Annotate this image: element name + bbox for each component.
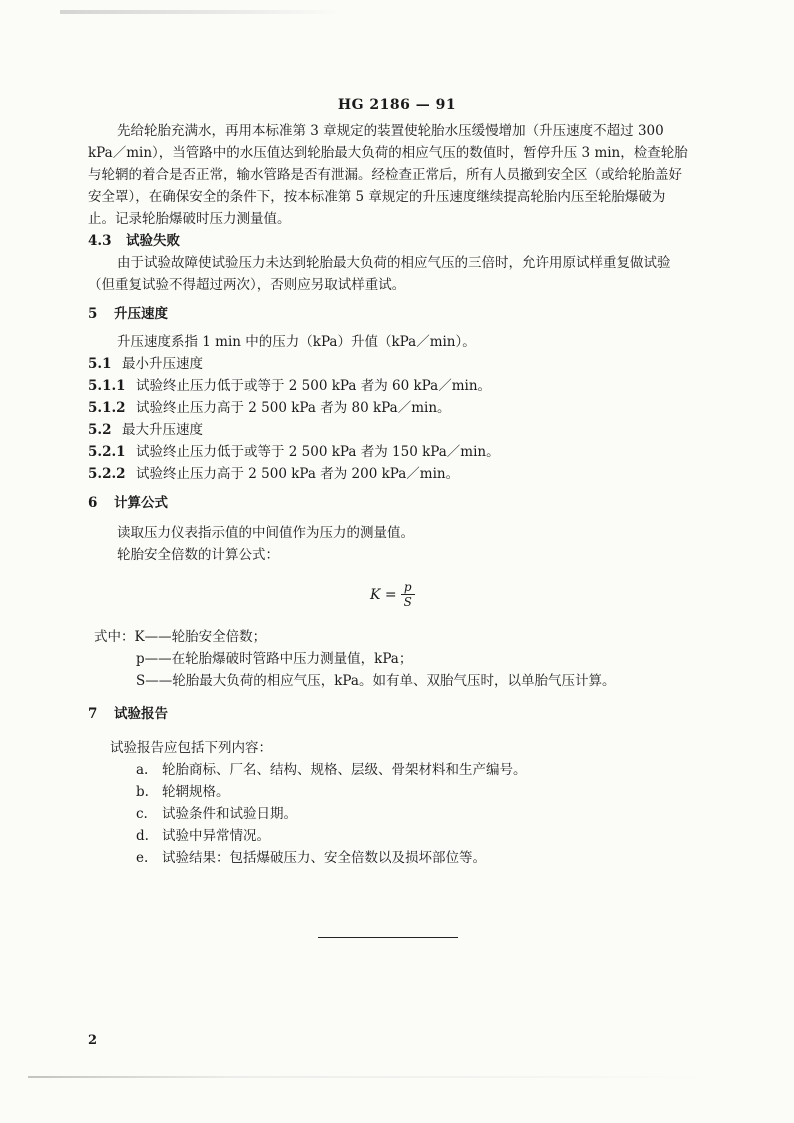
section-5-1-number: 5.1 xyxy=(88,356,112,372)
formula-fraction xyxy=(401,580,415,609)
formula-where-k: 式中：K——轮胎安全倍数； xyxy=(94,629,267,645)
section-5-1-2-text: 试验终止压力高于 2 500 kPa 者为 80 kPa／min。 xyxy=(136,400,451,416)
report-item-d-label: d. xyxy=(136,828,149,844)
report-item-d xyxy=(136,825,270,847)
section-5-1-title: 最小升压速度 xyxy=(122,356,203,372)
report-item-a-label: a. xyxy=(136,762,149,778)
report-item-e xyxy=(136,847,486,869)
para1-line5: 止。记录轮胎爆破时压力测量值。 xyxy=(88,211,291,227)
report-item-a xyxy=(136,759,527,781)
section-4-3-title: 试验失败 xyxy=(126,233,180,249)
report-item-b-label: b. xyxy=(136,784,149,800)
para1-line1: 先给轮胎充满水，再用本标准第 3 章规定的装置使轮胎水压缓慢增加（升压速度不超过 300 xyxy=(117,123,664,139)
section-5-2-2 xyxy=(88,463,459,485)
para1-line2: kPa／min），当管路中的水压值达到轮胎最大负荷的相应气压的数值时，暂停升压 3 min，检查轮胎 xyxy=(88,145,688,161)
section-5-number: 5 xyxy=(88,306,98,322)
section-4-3-number: 4.3 xyxy=(88,233,112,249)
section-5-1-2-number: 5.1.2 xyxy=(88,400,126,416)
formula-denominator: S xyxy=(403,595,412,609)
report-item-a-text: 轮胎商标、厂名、结构、规格、层级、骨架材料和生产编号。 xyxy=(162,762,527,778)
section-6-line2: 轮胎安全倍数的计算公式： xyxy=(117,547,279,563)
section-6-number: 6 xyxy=(88,495,98,511)
formula-where-p: p——在轮胎爆破时管路中压力测量值，kPa； xyxy=(136,651,413,667)
section-6-title: 计算公式 xyxy=(114,495,168,511)
para1-line3: 与轮辋的着合是否正常，输水管路是否有泄漏。经检查正常后，所有人员撤到安全区（或给轮胎盖好 xyxy=(88,167,682,183)
page-number: 2 xyxy=(88,1033,98,1048)
report-item-c-label: c. xyxy=(136,806,148,822)
section-5-title: 升压速度 xyxy=(114,306,168,322)
section-6-line1: 读取压力仪表指示值的中间值作为压力的测量值。 xyxy=(117,525,414,541)
page-header: HG 2186 — 91 xyxy=(337,97,457,113)
para2-line1: 由于试验故障使试验压力未达到轮胎最大负荷的相应气压的三倍时，允许用原试样重复做试验 xyxy=(117,255,671,271)
end-rule xyxy=(318,937,458,938)
section-5-1-1 xyxy=(88,375,491,397)
section-6-heading xyxy=(88,492,168,514)
section-5-1-1-text: 试验终止压力低于或等于 2 500 kPa 者为 60 kPa／min。 xyxy=(136,378,492,394)
section-4-3-heading xyxy=(88,230,180,252)
section-5-2-number: 5.2 xyxy=(88,422,112,438)
section-7-title: 试验报告 xyxy=(114,706,168,722)
section-5-1-2 xyxy=(88,397,451,419)
section-7-intro: 试验报告应包括下列内容： xyxy=(110,740,272,756)
scan-artifact-bottom xyxy=(28,1076,708,1078)
formula-numerator: p xyxy=(403,580,412,594)
section-5-text: 升压速度系指 1 min 中的压力（kPa）升值（kPa／min）。 xyxy=(117,334,476,350)
section-5-2-1-text: 试验终止压力低于或等于 2 500 kPa 者为 150 kPa／min。 xyxy=(136,444,500,460)
section-7-number: 7 xyxy=(88,706,98,722)
para1-line4: 安全罩），在确保安全的条件下，按本标准第 5 章规定的升压速度继续提高轮胎内压至轮胎爆破为 xyxy=(88,189,666,205)
scan-artifact-top xyxy=(60,10,340,14)
report-item-c-text: 试验条件和试验日期。 xyxy=(162,806,297,822)
para2-line2: （但重复试验不得超过两次），否则应另取试样重试。 xyxy=(88,277,406,293)
section-5-2-2-text: 试验终止压力高于 2 500 kPa 者为 200 kPa／min。 xyxy=(136,466,460,482)
report-item-c xyxy=(136,803,297,825)
section-5-2-title: 最大升压速度 xyxy=(122,422,203,438)
report-item-e-text: 试验结果：包括爆破压力、安全倍数以及损坏部位等。 xyxy=(162,850,486,866)
section-7-heading xyxy=(88,703,168,725)
section-5-2-1-number: 5.2.1 xyxy=(88,444,126,460)
section-5-2-heading xyxy=(88,419,203,441)
report-item-e-label: e. xyxy=(136,850,149,866)
formula xyxy=(370,580,415,609)
report-item-b-text: 轮辋规格。 xyxy=(162,784,230,800)
section-5-1-1-number: 5.1.1 xyxy=(88,378,126,394)
section-5-heading xyxy=(88,303,168,325)
report-item-d-text: 试验中异常情况。 xyxy=(162,828,270,844)
report-item-b xyxy=(136,781,230,803)
section-5-1-heading xyxy=(88,353,203,375)
section-5-2-1 xyxy=(88,441,500,463)
formula-where-s: S——轮胎最大负荷的相应气压，kPa。如有单、双胎气压时，以单胎气压计算。 xyxy=(136,673,616,689)
formula-lhs: K = xyxy=(370,586,397,603)
section-5-2-2-number: 5.2.2 xyxy=(88,466,126,482)
